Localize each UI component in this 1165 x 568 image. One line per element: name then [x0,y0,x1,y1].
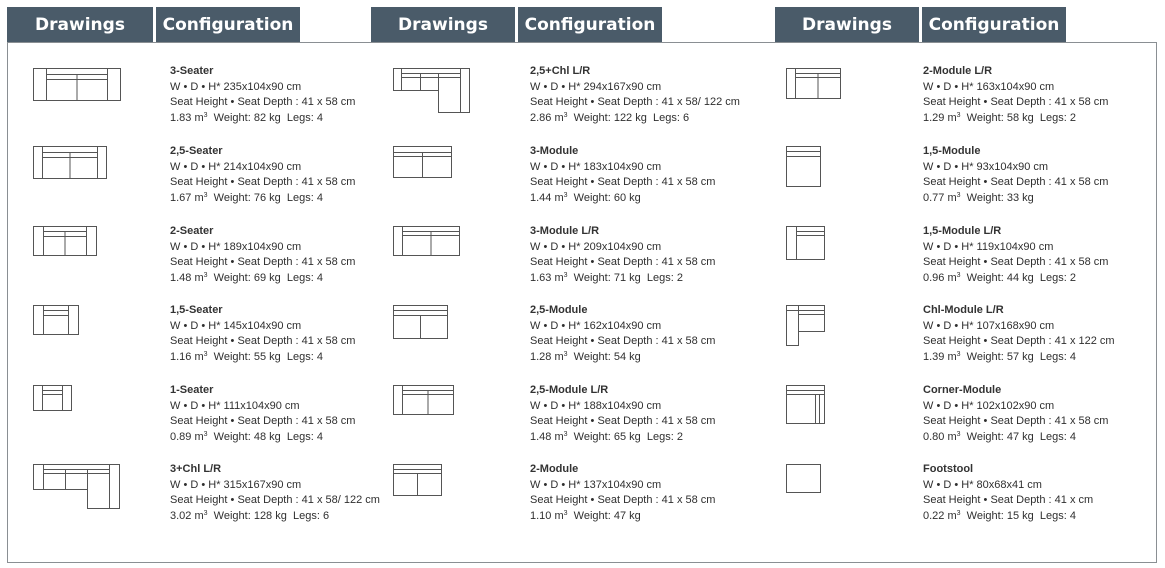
config-legs: Legs: 2 [1039,271,1076,284]
config-name: 2,5+Chl L/R [530,65,591,77]
config-item [530,144,715,206]
config-specs [530,191,715,207]
config-dimensions: W • D • H* 188x104x90 cm [530,399,662,412]
config-dimensions: W • D • H* 162x104x90 cm [530,319,662,332]
config-weight: Weight: 76 kg [213,191,281,204]
config-weight: Weight: 15 kg [966,509,1034,522]
config-volume: 3.02 m [170,509,204,522]
config-item [923,144,1108,206]
config-name: 3-Module L/R [530,225,600,237]
config-seat: Seat Height • Seat Depth : 41 x 58 cm [923,256,1109,268]
config-volume: 1.44 m [530,191,564,204]
config-seat: Seat Height • Seat Depth : 41 x 58 cm [530,335,716,347]
volume-unit-superscript: 3 [563,191,568,199]
drawing-sofa-15 [33,305,79,337]
config-name: 2-Module L/R [923,65,993,77]
config-specs [923,509,1093,525]
drawing-sofa-2 [33,226,97,258]
config-volume: 1.63 m [530,271,564,284]
config-legs: Legs: 6 [652,111,690,124]
config-seat: Seat Height • Seat Depth : 41 x 58 cm [530,256,716,268]
config-name: 1-Seater [170,384,214,396]
config-item [923,224,1108,286]
volume-unit-superscript: 3 [956,111,961,119]
config-seat: Seat Height • Seat Depth : 41 x 58 cm [530,176,716,188]
config-seat: Seat Height • Seat Depth : 41 x 58 cm [170,176,356,188]
config-item [170,383,355,445]
config-volume: 1.29 m [923,111,957,124]
config-legs: Legs: 2 [1039,111,1076,124]
config-specs [530,111,740,127]
config-volume: 0.80 m [923,430,957,443]
drawing-sofa-3 [33,68,121,104]
config-volume: 1.16 m [170,350,204,363]
volume-unit-superscript: 3 [203,111,208,119]
drawing-mod-3 [393,146,453,180]
config-legs: Legs: 4 [286,430,323,443]
drawing-sofa-25chl [393,68,471,114]
config-seat: Seat Height • Seat Depth : 41 x 58 cm [170,256,356,268]
config-dimensions: W • D • H* 107x168x90 cm [923,319,1055,332]
config-seat: Seat Height • Seat Depth : 41 x 58 cm [170,415,356,427]
config-weight: Weight: 54 kg [573,350,641,363]
config-dimensions: W • D • H* 214x104x90 cm [170,160,302,173]
tab-configuration-1: Configuration [156,7,300,42]
config-seat: Seat Height • Seat Depth : 41 x 58/ 122 cm [170,494,380,506]
config-specs [923,430,1108,446]
config-seat: Seat Height • Seat Depth : 41 x 122 cm [923,335,1115,347]
config-name: 1,5-Module [923,145,981,157]
volume-unit-superscript: 3 [956,509,961,517]
volume-unit-superscript: 3 [563,350,568,358]
config-volume: 1.39 m [923,350,957,363]
tab-drawings-2: Drawings [371,7,515,42]
config-dimensions: W • D • H* 102x102x90 cm [923,399,1055,412]
config-dimensions: W • D • H* 119x104x90 cm [923,240,1054,253]
config-name: Footstool [923,463,974,475]
config-item [923,303,1115,365]
config-weight: Weight: 47 kg [966,430,1034,443]
config-item [530,64,740,126]
config-specs [170,509,380,525]
config-weight: Weight: 69 kg [213,271,281,284]
config-volume: 1.48 m [170,271,204,284]
config-legs: Legs: 4 [1039,509,1076,522]
config-item [170,64,355,126]
drawing-sofa-3chl [33,464,121,510]
config-weight: Weight: 60 kg [573,191,641,204]
config-seat: Seat Height • Seat Depth : 41 x 58 cm [923,415,1109,427]
config-item [530,303,715,365]
tab-configuration-2: Configuration [518,7,662,42]
volume-unit-superscript: 3 [203,350,208,358]
config-volume: 0.96 m [923,271,957,284]
config-item [170,144,355,206]
volume-unit-superscript: 3 [563,111,568,119]
config-volume: 0.77 m [923,191,957,204]
config-item [170,224,355,286]
config-dimensions: W • D • H* 111x104x90 cm [170,399,300,412]
config-specs [170,191,355,207]
drawing-footstool [786,464,822,494]
config-item [530,383,715,445]
drawing-mod-2lr [786,68,842,102]
config-weight: Weight: 71 kg [573,271,641,284]
config-specs [170,271,355,287]
config-name: 3-Seater [170,65,214,77]
drawing-mod-chl [786,305,826,347]
config-dimensions: W • D • H* 294x167x90 cm [530,80,662,93]
config-dimensions: W • D • H* 93x104x90 cm [923,160,1049,173]
config-volume: 1.48 m [530,430,564,443]
config-seat: Seat Height • Seat Depth : 41 x 58 cm [923,176,1109,188]
config-weight: Weight: 44 kg [966,271,1034,284]
config-volume: 1.83 m [170,111,204,124]
config-weight: Weight: 55 kg [213,350,281,363]
config-item [530,462,715,524]
config-legs: Legs: 4 [1039,430,1076,443]
config-specs [923,271,1108,287]
config-seat: Seat Height • Seat Depth : 41 x 58 cm [170,96,356,108]
config-dimensions: W • D • H* 145x104x90 cm [170,319,302,332]
tab-drawings-3: Drawings [775,7,919,42]
config-dimensions: W • D • H* 315x167x90 cm [170,478,302,491]
config-dimensions: W • D • H* 189x104x90 cm [170,240,302,253]
config-item [923,462,1093,524]
config-volume: 1.67 m [170,191,204,204]
config-legs: Legs: 6 [292,509,330,522]
config-name: 2-Seater [170,225,214,237]
config-item [530,224,715,286]
config-seat: Seat Height • Seat Depth : 41 x 58 cm [170,335,356,347]
config-specs [530,350,715,366]
config-weight: Weight: 48 kg [213,430,281,443]
config-legs: Legs: 4 [286,191,323,204]
volume-unit-superscript: 3 [956,271,961,279]
config-specs [170,430,355,446]
config-volume: 1.28 m [530,350,564,363]
config-name: 3+Chl L/R [170,463,222,475]
config-specs [923,191,1108,207]
config-name: 1,5-Module L/R [923,225,1002,237]
config-seat: Seat Height • Seat Depth : 41 x 58 cm [923,96,1109,108]
volume-unit-superscript: 3 [956,350,961,358]
volume-unit-superscript: 3 [203,509,208,517]
config-specs [170,111,355,127]
drawing-sofa-1 [33,385,73,413]
volume-unit-superscript: 3 [203,430,208,438]
config-seat: Seat Height • Seat Depth : 41 x 58 cm [530,415,716,427]
config-dimensions: W • D • H* 235x104x90 cm [170,80,302,93]
drawing-mod-15lr [786,226,826,262]
config-dimensions: W • D • H* 183x104x90 cm [530,160,662,173]
config-weight: Weight: 47 kg [573,509,641,522]
volume-unit-superscript: 3 [563,430,568,438]
volume-unit-superscript: 3 [956,191,961,199]
config-name: 1,5-Seater [170,304,223,316]
config-name: Corner-Module [923,384,1002,396]
config-seat: Seat Height • Seat Depth : 41 x 58/ 122 cm [530,96,740,108]
drawing-mod-3lr [393,226,461,258]
config-weight: Weight: 33 kg [966,191,1034,204]
drawing-mod-25 [393,305,449,341]
config-weight: Weight: 65 kg [573,430,641,443]
config-weight: Weight: 57 kg [966,350,1034,363]
drawing-sofa-25 [33,146,107,182]
volume-unit-superscript: 3 [203,191,208,199]
config-legs: Legs: 2 [646,271,683,284]
config-dimensions: W • D • H* 80x68x41 cm [923,478,1042,491]
config-volume: 0.89 m [170,430,204,443]
config-item [170,303,355,365]
config-legs: Legs: 2 [646,430,683,443]
config-item [170,462,380,524]
config-name: 2,5-Seater [170,145,223,157]
drawing-mod-corner [786,385,826,425]
config-volume: 1.10 m [530,509,564,522]
config-dimensions: W • D • H* 163x104x90 cm [923,80,1055,93]
config-seat: Seat Height • Seat Depth : 41 x 58 cm [530,494,716,506]
volume-unit-superscript: 3 [563,271,568,279]
config-seat: Seat Height • Seat Depth : 41 x cm [923,494,1094,506]
drawing-mod-25lr [393,385,455,417]
config-legs: Legs: 4 [286,111,323,124]
config-name: 2,5-Module L/R [530,384,609,396]
config-specs [923,350,1115,366]
config-weight: Weight: 58 kg [966,111,1034,124]
volume-unit-superscript: 3 [956,430,961,438]
config-name: 2-Module [530,463,579,475]
tab-configuration-3: Configuration [922,7,1066,42]
config-specs [530,271,715,287]
drawing-mod-2 [393,464,443,498]
config-specs [170,350,355,366]
config-name: Chl-Module L/R [923,304,1004,316]
config-specs [923,111,1108,127]
config-item [923,64,1108,126]
tab-drawings-1: Drawings [7,7,153,42]
config-legs: Legs: 4 [1039,350,1076,363]
config-item [923,383,1108,445]
volume-unit-superscript: 3 [203,271,208,279]
drawing-mod-15 [786,146,822,188]
config-weight: Weight: 82 kg [213,111,281,124]
config-dimensions: W • D • H* 137x104x90 cm [530,478,662,491]
config-weight: Weight: 122 kg [573,111,647,124]
config-legs: Legs: 4 [286,350,323,363]
config-specs [530,430,715,446]
config-name: 3-Module [530,145,579,157]
config-volume: 2.86 m [530,111,564,124]
config-specs [530,509,715,525]
volume-unit-superscript: 3 [563,509,568,517]
config-legs: Legs: 4 [286,271,323,284]
config-name: 2,5-Module [530,304,588,316]
config-volume: 0.22 m [923,509,957,522]
config-weight: Weight: 128 kg [213,509,287,522]
config-dimensions: W • D • H* 209x104x90 cm [530,240,662,253]
